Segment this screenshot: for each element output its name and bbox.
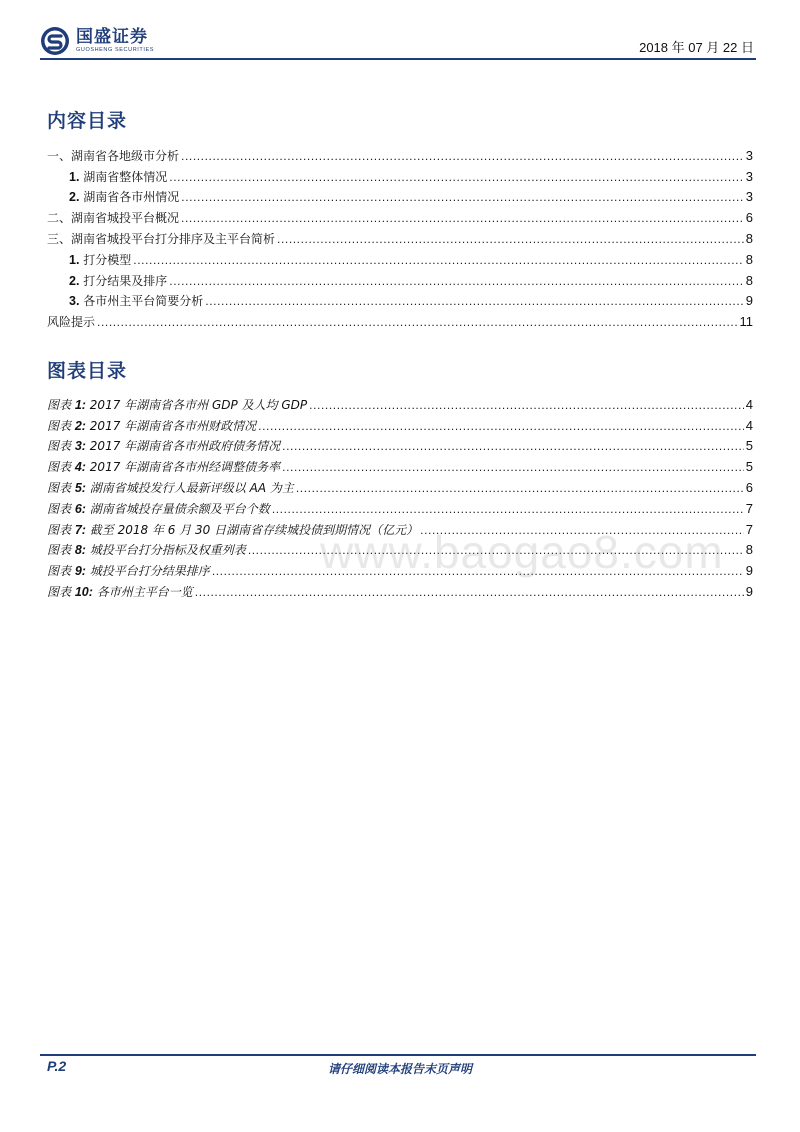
toc-entry-label: 风险提示 [47,315,96,330]
toc-leader-dots [169,170,743,184]
toc-entry-label: 打分模型 [83,252,132,267]
toc-leader-dots [282,439,744,453]
figure-label: 2017 年湖南省各市州政府债务情况 [89,439,281,454]
figure-number: 2: [74,418,86,433]
toc-entry[interactable] [47,163,753,184]
footer-divider [40,1054,756,1056]
figure-label: 2017 年湖南省各市州财政情况 [89,418,257,433]
figure-label: 截至 2018 年 6 月 30 日湖南省存续城投债到期情况（亿元） [89,522,419,537]
toc-entry-page: 8 [745,272,753,288]
logo-mark-icon [40,26,70,56]
figures-title: 图表目录 [47,360,128,382]
header-divider [40,58,756,60]
toc-entry-page: 8 [745,230,753,246]
toc-entry-page: 8 [745,251,753,267]
figure-number: 7: [74,522,86,537]
toc-entry-page: 3 [745,168,753,184]
toc-entry[interactable] [47,142,753,163]
figure-number: 10: [74,584,93,599]
toc-entry-label: 湖南省各市州情况 [83,190,180,205]
toc-leader-dots [258,419,744,433]
figure-label: 湖南省城投发行人最新评级以 AA 为主 [89,480,294,495]
figure-prefix: 图表 [47,501,72,516]
toc-leader-dots [272,502,744,516]
toc-entry-number: 1. [69,252,80,267]
toc-leader-dots [181,149,744,163]
report-date: 2018 年 07 月 22 日 [639,40,754,55]
figure-prefix: 图表 [47,522,72,537]
toc-leader-dots [133,253,743,267]
toc-entry-label: 打分结果及排序 [83,273,168,288]
contents-list [47,142,753,329]
figure-page: 9 [745,583,753,599]
page-number: P.2 [47,1058,67,1074]
toc-entry-page: 11 [739,314,753,330]
toc-entry-page: 3 [745,147,753,163]
toc-entry-page: 6 [745,210,753,226]
toc-entry[interactable] [47,308,753,329]
figure-label: 城投平台打分指标及权重列表 [89,543,246,558]
toc-entry-label: 二、湖南省城投平台概况 [47,211,180,226]
figure-page: 4 [745,417,753,433]
figure-label: 湖南省城投存量债余额及平台个数 [89,501,270,516]
figure-number: 3: [74,439,86,454]
figure-page: 4 [745,396,753,412]
figure-prefix: 图表 [47,397,72,412]
figure-label: 2017 年湖南省各市州 GDP 及人均 GDP [89,397,308,412]
toc-entry-number: 3. [69,294,80,309]
toc-entry[interactable] [47,225,753,246]
figure-page: 5 [745,459,753,475]
figure-number: 1: [74,397,86,412]
toc-entry-page: 3 [745,189,753,205]
figure-label: 城投平台打分结果排序 [89,564,210,579]
toc-entry[interactable] [47,204,753,225]
figure-prefix: 图表 [47,418,72,433]
figure-prefix: 图表 [47,543,72,558]
toc-entry[interactable] [47,267,753,288]
toc-entry-number: 1. [69,169,80,184]
toc-leader-dots [282,460,744,474]
figure-page: 9 [745,563,753,579]
toc-leader-dots [181,190,743,204]
toc-entry-label: 各市州主平台简要分析 [83,294,204,309]
toc-entry-label: 三、湖南省城投平台打分排序及主平台简析 [47,231,276,246]
toc-entry-page: 9 [745,293,753,309]
toc-leader-dots [309,398,744,412]
disclaimer-notice: 请仔细阅读本报告末页声明 [327,1062,472,1076]
figure-entry[interactable] [47,578,753,599]
figure-number: 9: [74,564,86,579]
figure-entry[interactable] [47,495,753,516]
watermark: www.baogao8.com [320,526,724,578]
toc-entry[interactable] [47,184,753,205]
figure-label: 各市州主平台一览 [96,584,193,599]
logo-chinese-name: 国盛证券 [76,27,148,47]
figure-entry[interactable] [47,412,753,433]
figure-label: 2017 年湖南省各市州经调整债务率 [89,460,281,475]
figure-entry[interactable] [47,391,753,412]
toc-entry-label: 湖南省整体情况 [83,169,168,184]
toc-leader-dots [169,274,743,288]
figure-number: 8: [74,543,86,558]
toc-entry-number: 2. [69,190,80,205]
contents-title: 内容目录 [47,110,128,132]
figure-entry[interactable] [47,453,753,474]
figure-number: 6: [74,501,86,516]
toc-leader-dots [205,294,743,308]
figure-prefix: 图表 [47,480,72,495]
page-header [40,22,756,60]
company-logo [40,24,154,58]
figure-page: 8 [745,542,753,558]
figure-page: 6 [745,479,753,495]
toc-leader-dots [277,232,744,246]
toc-leader-dots [296,481,744,495]
toc-entry-number: 2. [69,273,80,288]
figure-page: 7 [745,521,753,537]
figure-entry[interactable] [47,474,753,495]
figure-number: 4: [74,460,86,475]
figure-number: 5: [74,480,86,495]
figure-entry[interactable] [47,433,753,454]
figure-page: 7 [745,500,753,516]
toc-leader-dots [181,211,744,225]
figure-prefix: 图表 [47,584,72,599]
toc-entry-label: 一、湖南省各地级市分析 [47,148,180,163]
figure-prefix: 图表 [47,564,72,579]
figure-prefix: 图表 [47,460,72,475]
figure-page: 5 [745,438,753,454]
toc-entry[interactable] [47,288,753,309]
figure-prefix: 图表 [47,439,72,454]
logo-english-name: GUOSHENG SECURITIES [76,47,155,53]
toc-entry[interactable] [47,246,753,267]
toc-leader-dots [97,315,737,329]
toc-leader-dots [195,585,744,599]
